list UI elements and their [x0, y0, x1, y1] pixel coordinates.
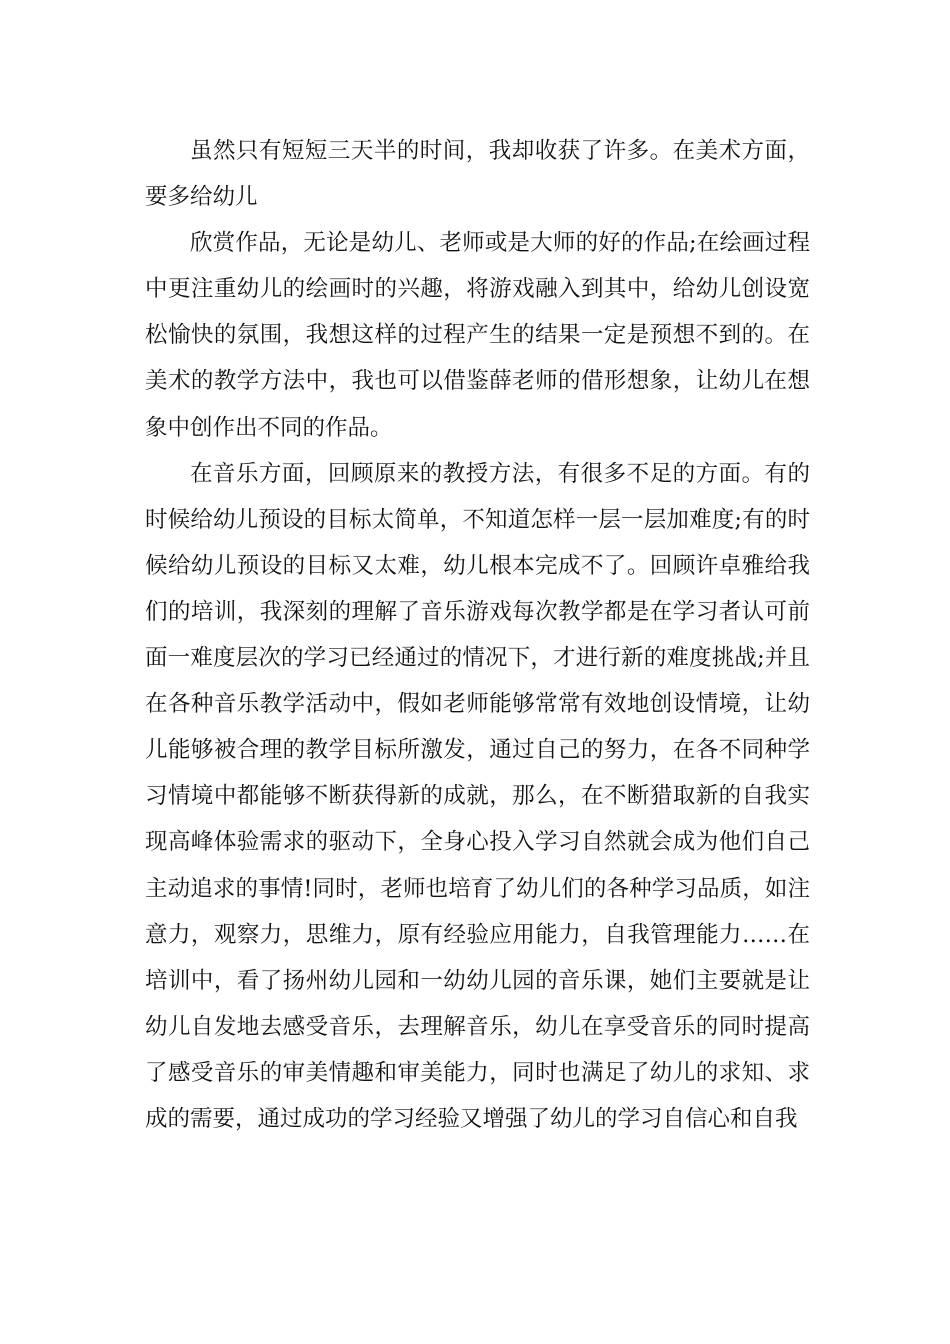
paragraph-2: 欣赏作品，无论是幼儿、老师或是大师的好的作品;在绘画过程中更注重幼儿的绘画时的兴趣，将游戏融入到其中，给幼儿创设宽松愉快的氛围，我想这样的过程产生的结果一定是预想不到的。在美术的教学方法中，我也可以借鉴薛老师的借形想象，让幼儿在想象中创作出不同的作品。	[145, 230, 810, 441]
paragraph-1: 虽然只有短短三天半的时间，我却收获了许多。在美术方面，要多给幼儿	[145, 138, 810, 211]
paragraph-3: 在音乐方面，回顾原来的教授方法，有很多不足的方面。有的时候给幼儿预设的目标太简单，不知道怎样一层一层加难度;有的时候给幼儿预设的目标又太难，幼儿根本完成不了。回顾许卓雅给我们的培训，我深刻的理解了音乐游戏每次教学都是在学习者认可前面一难度层次的学习已经通过的情况下，才进行新的难度挑战;并且在各种音乐教学活动中，假如老师能够常常有效地创设情境，让幼儿能够被合理的教学目标所激发，通过自己的努力，在各不同种学习情境中都能够不断获得新的成就，那么，在不断猎取新的自我实现高峰体验需求的驱动下，全身心投入学习自然就会成为他们自己主动追求的事情!同时，老师也培育了幼儿们的各种学习品质，如注意力，观察力，思维力，原有经验应用能力，自我管理能力……在培训中，看了扬州幼儿园和一幼幼儿园的音乐课，她们主要就是让幼儿自发地去感受音乐，去理解音乐，幼儿在享受音乐的同时提高了感受音乐的审美情趣和审美能力，同时也满足了幼儿的求知、求成的需要，通过成功的学习经验又增强了幼儿的学习自信心和自我	[145, 460, 810, 1132]
body-text	[145, 128, 810, 1142]
